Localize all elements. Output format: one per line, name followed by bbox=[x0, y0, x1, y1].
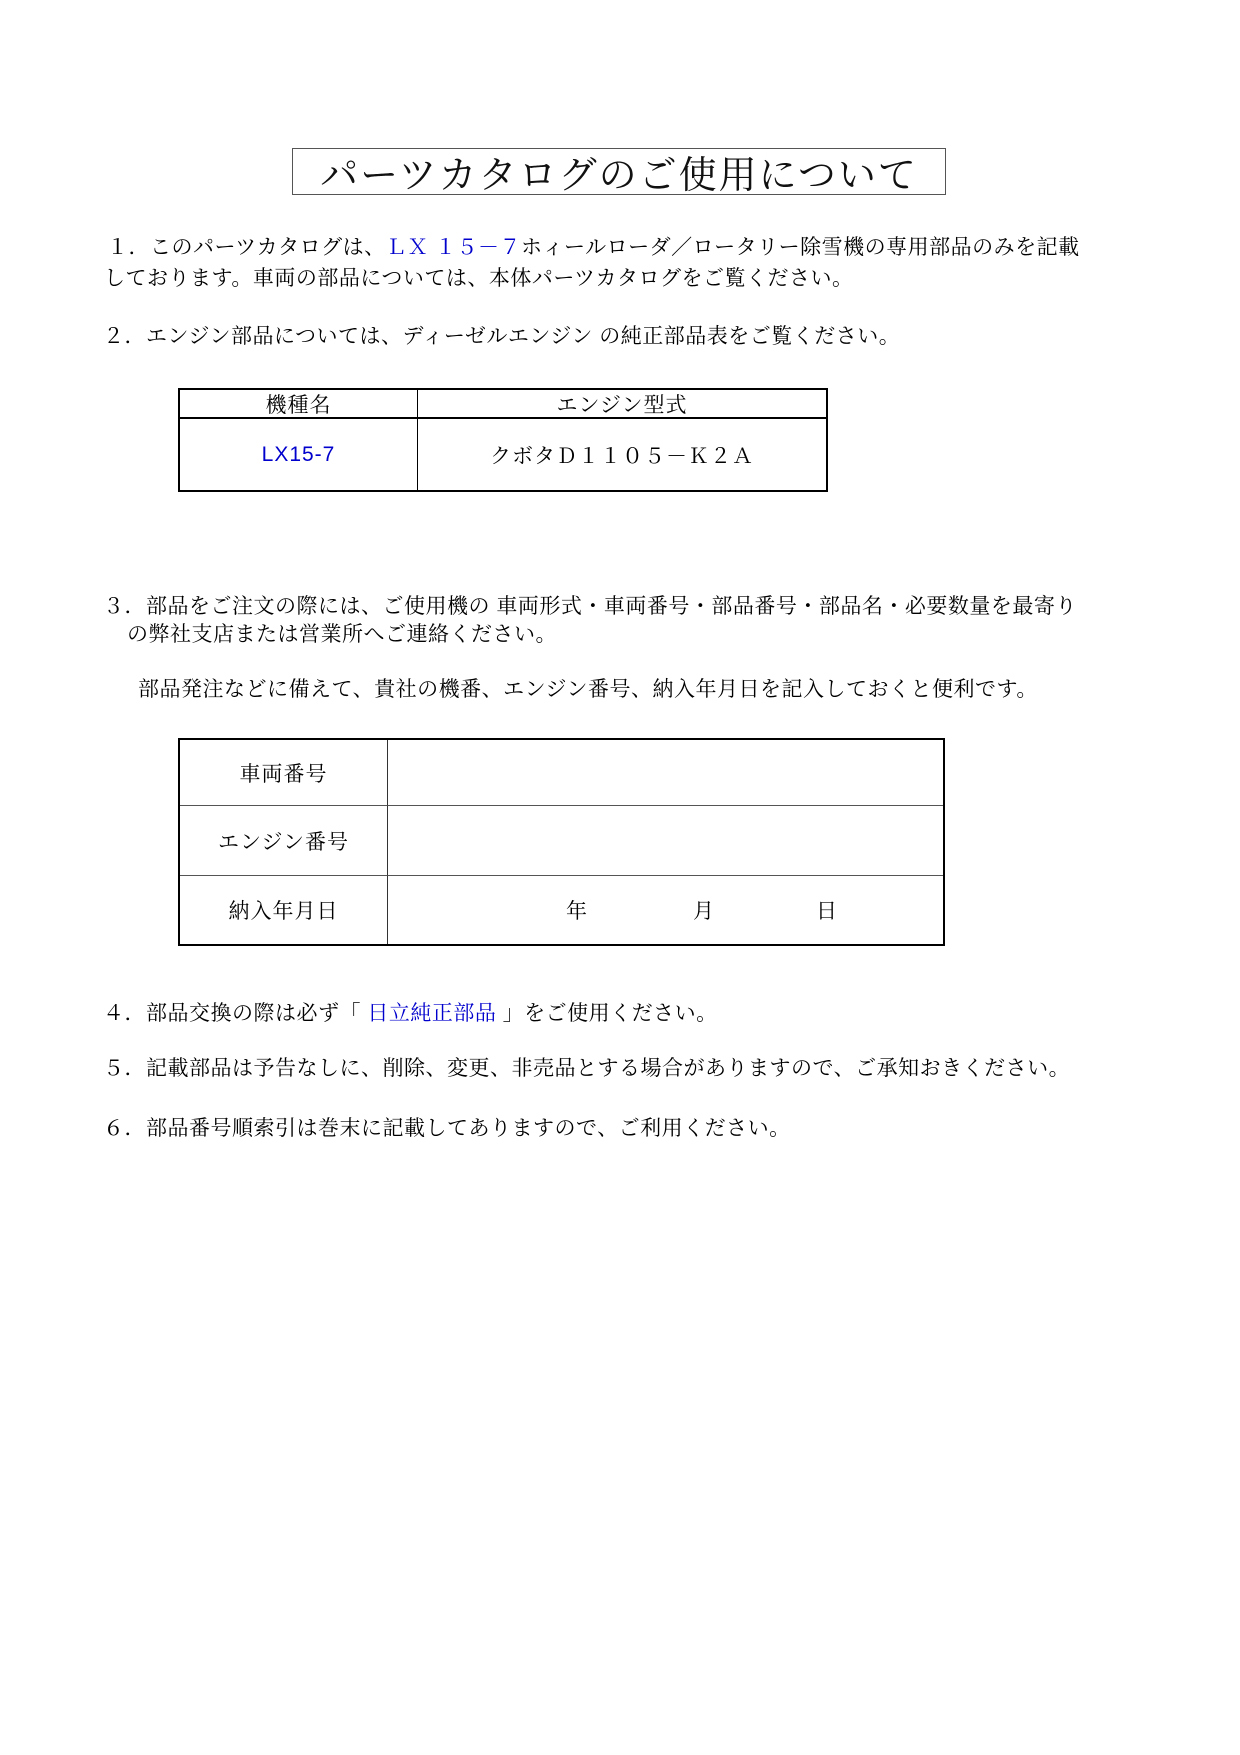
date-unit-year: 年 bbox=[566, 900, 588, 923]
record-table-value-engine-number bbox=[388, 806, 943, 876]
page-title: パーツカタログのご使用について bbox=[320, 155, 918, 197]
item-4-line bbox=[103, 1001, 718, 1026]
engine-model-table bbox=[178, 388, 828, 492]
record-table-label-vehicle-number: 車両番号 bbox=[180, 740, 388, 806]
item-1-text-suffix: ホィールローダ／ロータリー除雪機の専用部品のみを記載 bbox=[521, 236, 1080, 259]
item-3-line-2: の弊社支店または営業所へご連絡ください。 bbox=[127, 623, 557, 646]
item-4-text-prefix: ４．部品交換の際は必ず「 bbox=[103, 1002, 368, 1025]
record-table-value-vehicle-number bbox=[388, 740, 943, 806]
record-table bbox=[178, 738, 945, 946]
item-1-line-1 bbox=[107, 235, 1080, 260]
record-table-label-engine-number: エンジン番号 bbox=[180, 806, 388, 876]
item-1-line-2: しております。車両の部品については、本体パーツカタログをご覧ください。 bbox=[104, 267, 854, 290]
engine-table-header-model: 機種名 bbox=[180, 390, 418, 419]
item-2-line: ２．エンジン部品については、ディーゼルエンジン の純正部品表をご覧ください。 bbox=[103, 325, 901, 348]
engine-table-model-value: LX15-7 bbox=[180, 419, 418, 490]
item-6-line: ６．部品番号順索引は巻末に記載してありますので、ご利用ください。 bbox=[103, 1117, 791, 1140]
record-table-label-delivery-date: 納入年月日 bbox=[180, 876, 388, 944]
item-1-text-prefix: １．このパーツカタログは、 bbox=[107, 236, 386, 259]
item-4-genuine-parts-highlight: 日立純正部品 bbox=[367, 1002, 497, 1025]
item-3-line-1: ３．部品をご注文の際には、ご使用機の 車両形式・車両番号・部品番号・部品名・必要数量を最寄り bbox=[103, 595, 1077, 618]
engine-table-engine-type-value: クボタＤ１１０５－Ｋ２Ａ bbox=[490, 444, 754, 468]
note-line: 部品発注などに備えて、貴社の機番、エンジン番号、納入年月日を記入しておくと便利です。 bbox=[138, 678, 1038, 701]
engine-table-header-engine-type: エンジン型式 bbox=[418, 390, 826, 419]
item-5-line: ５．記載部品は予告なしに、削除、変更、非売品とする場合がありますので、ご承知おきください。 bbox=[103, 1057, 1071, 1080]
date-unit-day: 日 bbox=[816, 900, 838, 923]
page-title-box bbox=[292, 148, 946, 195]
item-4-text-suffix: 」をご使用ください。 bbox=[496, 1002, 718, 1025]
record-table-value-delivery-date bbox=[388, 876, 943, 944]
date-unit-month: 月 bbox=[693, 900, 715, 923]
item-1-model-highlight: ＬＸ １５－７ bbox=[385, 236, 522, 259]
